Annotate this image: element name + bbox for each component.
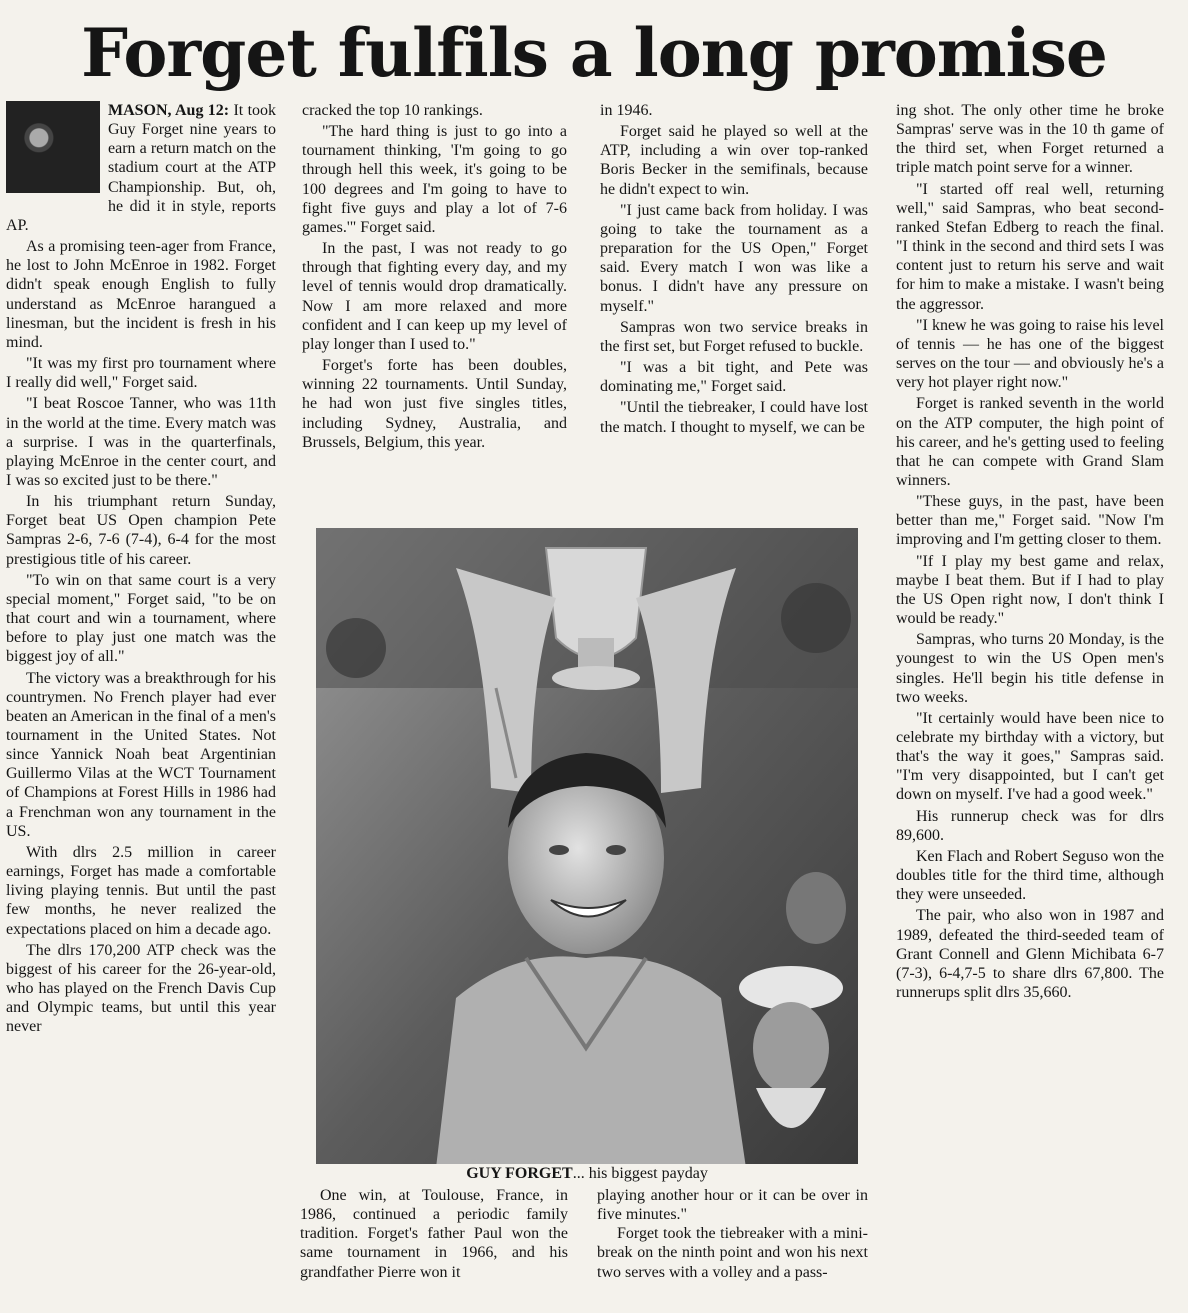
photo-caption — [316, 1163, 858, 1185]
paragraph: Sampras won two service breaks in the first set, but Forget refused to buckle. — [600, 318, 868, 355]
column-2-bottom — [300, 1186, 568, 1306]
paragraph: "I was a bit tight, and Pete was dominating me," Forget said. — [600, 359, 868, 396]
paragraph: "Until the tiebreaker, I could have lost the match. I thought to myself, we can be — [600, 399, 868, 436]
paragraph: Forget said he played so well at the ATP, including a win over top-ranked Boris Becker in the semifinals, because he didn't expect to win. — [600, 123, 868, 198]
paragraph: "To win on that same court is a very special moment," Forget said, "to be on that court and win a tournament, where before to play just one match was the biggest joy of all." — [6, 571, 276, 666]
paragraph: The dlrs 170,200 ATP check was the biggest of his career for the 26-year-old, who has played on the French Davis Cup and Olympic teams, but until this year never — [6, 941, 276, 1036]
paragraph: cracked the top 10 rankings. — [302, 102, 483, 119]
paragraph: One win, at Toulouse, France, in 1986, continued a periodic family tradition. Forget's father Paul won the same tournament in 1966, and his grandfather Pierre won it — [300, 1187, 568, 1281]
column-4 — [896, 101, 1164, 1305]
news-photo — [316, 528, 858, 1164]
paragraph: The pair, who also won in 1987 and 1989, defeated the third-seeded team of Grant Connell and Glenn Michibata 6-7 (7-3), 6-4,7-5 to share dlrs 67,800. The runnerups split dlrs 35,660. — [896, 907, 1164, 1002]
paragraph: "If I play my best game and relax, maybe I beat them. But if I had to play the US Open right now, I don't think I would be ready." — [896, 552, 1164, 628]
paragraph: ing shot. The only other time he broke Sampras' serve was in the 10 th game of the third set, when Forget returned a triple match point serve for a winner. — [896, 102, 1164, 177]
paragraph: "The hard thing is just to go into a tournament thinking, 'I'm going to go through hell this week, it's going to be 100 degrees and I'm going to have to fight five guys and play a lot of 7-6 games.'" Forget said. — [302, 123, 567, 236]
dateline: MASON, Aug 12: — [108, 102, 230, 119]
caption-name: GUY FORGET — [466, 1165, 573, 1182]
paragraph: Forget took the tiebreaker with a mini-break on the ninth point and won his next two serves with a volley and a pass- — [597, 1225, 868, 1281]
column-3-bottom — [597, 1186, 868, 1306]
paragraph: Forget is ranked seventh in the world on the ATP computer, the high point of his career, and he's getting used to feeling that he can compete with Grand Slam winners. — [896, 395, 1164, 489]
paragraph: As a promising teen-ager from France, he lost to John McEnroe in 1982. Forget didn't speak enough English to fully understand as McEnroe harangued a linesman, but the incident is fresh in his mind. — [6, 238, 276, 351]
paragraph: "It was my first pro tournament where I really did well," Forget said. — [6, 355, 276, 392]
paragraph: With dlrs 2.5 million in career earnings, Forget has made a comfortable living playing tennis. But until the past few months, he never realized the expectations placed on him a decade ago. — [6, 843, 276, 938]
paragraph: His runnerup check was for dlrs 89,600. — [896, 807, 1164, 844]
lead-text: It took Guy Forget nine years to earn a return match on the stadium court at the ATP Championship. But, oh, he did it in style, reports AP. — [6, 102, 276, 234]
paragraph: Sampras, who turns 20 Monday, is the youngest to win the US Open men's singles. He'll begin his title defense in two weeks. — [896, 631, 1164, 706]
paragraph: In the past, I was not ready to go through that fighting every day, and my level of tennis would drop dramatically. Now I am more relaxed and more confident and I can keep up my level of play longer than I used to." — [302, 240, 567, 353]
caption-text: ... his biggest payday — [572, 1165, 708, 1182]
paragraph: "It certainly would have been nice to celebrate my birthday with a victory, but that's the way it goes," Sampras said. "I'm very disappointed, but I can't get down on myself. I've had a good week." — [896, 709, 1164, 804]
paragraph: in 1946. — [600, 102, 653, 119]
paragraph: In his triumphant return Sunday, Forget beat US Open champion Pete Sampras 2-6, 7-6 (7-4), 6-4 for the most prestigious title of his career. — [6, 493, 276, 568]
paragraph: Forget's forte has been doubles, winning 22 tournaments. Until Sunday, he had won just five singles titles, including Sydney, Australia, and Brussels, Belgium, this year. — [302, 357, 567, 451]
paragraph: Ken Flach and Robert Seguso won the doubles title for the third time, although they were unseeded. — [896, 847, 1164, 904]
thumbnail-photo — [6, 101, 100, 193]
paragraph: "I started off real well, returning well," said Sampras, who beat second-ranked Stefan Edberg to reach the final. "I think in the second and third sets I was content just to return his serve and wait for him to make a mistake. I wasn't being the aggressor. — [896, 180, 1164, 313]
paragraph: The victory was a breakthrough for his countrymen. No French player had ever beaten an American in the final of a men's tournament in the United States. Not since Yannick Noah beat Argentinian Guillermo Vilas at the WCT Tournament of Champions at Forest Hills in 1986 had a Frenchman won any tournament in the US. — [6, 669, 276, 840]
paragraph: "I just came back from holiday. I was going to take the tournament as a preparation for the US Open," Forget said. Every match I won was like a bonus. I didn't have any pressure on myself." — [600, 201, 868, 315]
column-3 — [600, 101, 868, 521]
paragraph: "I beat Roscoe Tanner, who was 11th in the world at the time. Every match was a surprise. I was in the quarterfinals, playing McEnroe in the center court, and I was so excited just to be there." — [6, 395, 276, 489]
column-2 — [302, 101, 567, 521]
paragraph: playing another hour or it can be over in five minutes." — [597, 1187, 868, 1224]
paragraph: "These guys, in the past, have been better than me," Forget said. "Now I'm improving and I'm getting closer to them. — [896, 493, 1164, 549]
paragraph: "I knew he was going to raise his level of tennis — he has one of the biggest serves on the tour — and obviously he's a very hot player right now." — [896, 316, 1164, 392]
headline: Forget fulfils a long promise — [81, 14, 1107, 92]
column-1 — [6, 101, 276, 1305]
